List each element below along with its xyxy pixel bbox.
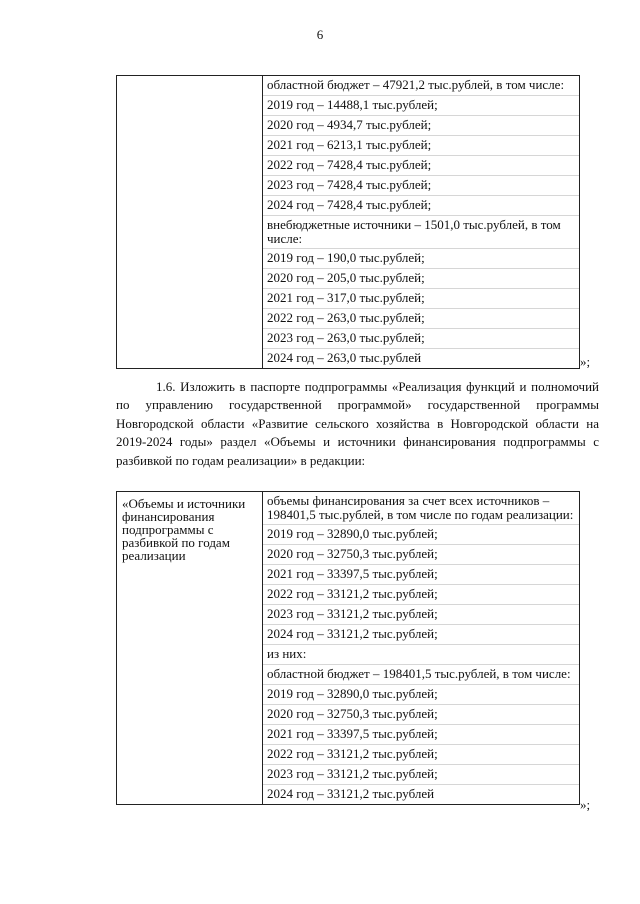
funding-row: 2024 год – 7428,4 тыс.рублей; [263,195,579,215]
funding-row: внебюджетные источники – 1501,0 тыс.рублей, в том числе: [263,215,579,248]
funding-row: 2022 год – 33121,2 тыс.рублей; [263,584,579,604]
table1-left-cell [117,76,263,369]
funding-row: областной бюджет – 47921,2 тыс.рублей, в том числе: [267,77,565,92]
funding-row: 2019 год – 190,0 тыс.рублей; [263,248,579,268]
funding-row: 2021 год – 6213,1 тыс.рублей; [263,135,579,155]
funding-row: 2023 год – 7428,4 тыс.рублей; [263,175,579,195]
funding-row: 2021 год – 33397,5 тыс.рублей; [263,724,579,744]
page-number: 6 [316,27,324,42]
table1-right-cell [263,76,580,369]
funding-row: 2024 год – 33121,2 тыс.рублей [263,784,579,804]
table2-left-text: «Объемы и источники финансирования подпрограммы с разбивкой по годам реализации [122,496,246,563]
funding-row: 2021 год – 317,0 тыс.рублей; [263,288,579,308]
funding-row: 2021 год – 33397,5 тыс.рублей; [263,564,579,584]
funding-row: 2020 год – 4934,7 тыс.рублей; [263,115,579,135]
funding-row: 2020 год – 32750,3 тыс.рублей; [263,544,579,564]
financing-table-continuation [116,75,580,369]
amendment-paragraph: 1.6. Изложить в паспорте подпрограммы «Реализация функций и полномочий по управлению государственной программой» государственной программы Новгородской области «Развитие сельского хозяйства в Новгородской области на 2019-2024 годы» раздел «Объемы и источники финансирования подпрограммы с разбивкой по годам реализации» в редакции: [116,379,599,468]
funding-row: 2019 год – 32890,0 тыс.рублей; [263,684,579,704]
funding-row: 2023 год – 33121,2 тыс.рублей; [263,604,579,624]
funding-row: 2022 год – 33121,2 тыс.рублей; [263,744,579,764]
funding-row: 2020 год – 32750,3 тыс.рублей; [263,704,579,724]
funding-row: 2024 год – 263,0 тыс.рублей [263,348,579,368]
funding-row: 2023 год – 33121,2 тыс.рублей; [263,764,579,784]
funding-row: 2019 год – 14488,1 тыс.рублей; [263,95,579,115]
funding-row: 2023 год – 263,0 тыс.рублей; [263,328,579,348]
table2-left-cell [117,492,263,805]
funding-row: областной бюджет – 198401,5 тыс.рублей, в том числе: [263,664,579,684]
funding-row: из них: [263,644,579,664]
table2-right-cell [263,492,580,805]
funding-row: объемы финансирования за счет всех источников – 198401,5 тыс.рублей, в том числе по годам реализации: [267,493,574,522]
funding-row: 2022 год – 263,0 тыс.рублей; [263,308,579,328]
funding-row: 2024 год – 33121,2 тыс.рублей; [263,624,579,644]
table1-closing-quote: »; [580,354,591,369]
funding-row: 2020 год – 205,0 тыс.рублей; [263,268,579,288]
funding-row: 2022 год – 7428,4 тыс.рублей; [263,155,579,175]
funding-row: 2019 год – 32890,0 тыс.рублей; [263,524,579,544]
table2-closing-quote: »; [580,797,591,812]
financing-table-new-edition [116,491,580,805]
